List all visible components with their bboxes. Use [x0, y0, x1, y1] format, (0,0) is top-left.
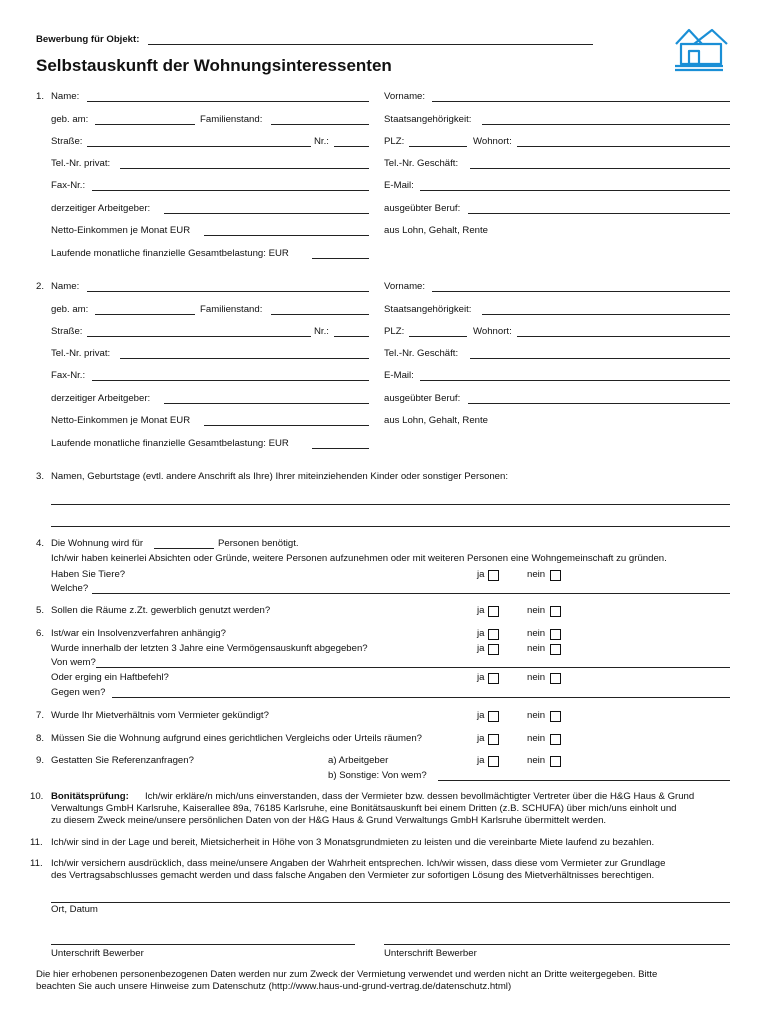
email-label-1: E-Mail: [384, 180, 414, 191]
nein-label: nein [527, 710, 546, 721]
beruf-field-1[interactable] [468, 213, 730, 214]
footer-line-1: Die hier erhobenen personenbezogenen Daten werden nur zum Zweck der Vermietung verwendet und werden nicht an Dritte weitergegeben. Bitte [36, 969, 658, 980]
vermoegen-question: Wurde innerhalb der letzten 3 Jahre eine Vermögensauskunft abgegeben? [51, 643, 368, 654]
vorname-label-1: Vorname: [384, 91, 426, 102]
page-title: Selbstauskunft der Wohnungsinteressenten [36, 56, 392, 75]
ja-label: ja [477, 628, 485, 639]
arbeitgeber-field-2[interactable] [164, 403, 369, 404]
tiere-question: Haben Sie Tiere? [51, 569, 126, 580]
name-label-1: Name: [51, 91, 80, 102]
name-label-2: Name: [51, 281, 80, 292]
referenz-sonstige-label: b) Sonstige: Von wem? [328, 770, 427, 781]
netto-label-1: Netto-Einkommen je Monat EUR [51, 225, 191, 236]
haftbefehl-nein-checkbox[interactable] [550, 673, 561, 684]
bonitaet-line-1: Ich/wir erkläre/n mich/uns einverstanden, dass der Vermieter bzw. dessen bevollmächtigter Vertreter über die H&G Haus & Grund [145, 791, 695, 802]
strasse-label-2: Straße: [51, 326, 83, 337]
geb-label-1: geb. am: [51, 114, 89, 125]
tel-geschaeft-label-2: Tel.-Nr. Geschäft: [384, 348, 459, 359]
gekuendigt-ja-checkbox[interactable] [488, 711, 499, 722]
section-3-text: Namen, Geburtstage (evtl. andere Anschrift als Ihre) Ihrer miteinziehenden Kinder oder sonstiger Personen: [51, 471, 509, 482]
welche-label: Welche? [51, 583, 89, 594]
plz-field-1[interactable] [409, 146, 467, 147]
insolvenz-nein-checkbox[interactable] [550, 629, 561, 640]
wohnort-field-1[interactable] [517, 146, 730, 147]
section-7-text: Wurde Ihr Mietverhältnis vom Vermieter gekündigt? [51, 710, 269, 721]
strasse-field-1[interactable] [87, 146, 311, 147]
fax-field-1[interactable] [92, 190, 369, 191]
raeumung-nein-checkbox[interactable] [550, 734, 561, 745]
tel-privat-field-1[interactable] [120, 168, 369, 169]
section-5-text: Sollen die Räume z.Zt. gewerblich genutzt werden? [51, 605, 271, 616]
referenz-arbeitgeber-label: a) Arbeitgeber [328, 755, 389, 766]
nein-label: nein [527, 733, 546, 744]
wohnort-field-2[interactable] [517, 336, 730, 337]
section-3-line-2[interactable] [51, 526, 730, 527]
nr-field-2[interactable] [334, 336, 369, 337]
section-number-3: 3. [36, 471, 45, 482]
strasse-label-1: Straße: [51, 136, 83, 147]
section-number-8: 8. [36, 733, 45, 744]
insolvenz-ja-checkbox[interactable] [488, 629, 499, 640]
section-number-5: 5. [36, 605, 45, 616]
nein-label: nein [527, 672, 546, 683]
netto-label-2: Netto-Einkommen je Monat EUR [51, 415, 191, 426]
tel-privat-field-2[interactable] [120, 358, 369, 359]
signature-label-1: Unterschrift Bewerber [51, 948, 144, 959]
ja-label: ja [477, 733, 485, 744]
name-field-1[interactable] [87, 101, 369, 102]
gegen-wen-field[interactable] [112, 697, 730, 698]
staat-field-2[interactable] [482, 314, 730, 315]
footer-line-2: beachten Sie auch unsere Hinweise zum Datenschutz (http://www.haus-und-grund-vertrag.de/datenschutz.html) [36, 981, 512, 992]
bonitaet-heading: Bonitätsprüfung: [51, 791, 129, 802]
plz-field-2[interactable] [409, 336, 467, 337]
section-3-line-1[interactable] [51, 504, 730, 505]
nein-label: nein [527, 628, 546, 639]
nein-label: nein [527, 605, 546, 616]
haftbefehl-question: Oder erging ein Haftbefehl? [51, 672, 169, 683]
nein-label: nein [527, 569, 546, 580]
wohnort-label-2: Wohnort: [473, 326, 512, 337]
section-number-6: 6. [36, 628, 45, 639]
beruf-label-1: ausgeübter Beruf: [384, 203, 461, 214]
vermoegen-ja-checkbox[interactable] [488, 644, 499, 655]
staat-label-1: Staatsangehörigkeit: [384, 114, 472, 125]
section-9-text: Gestatten Sie Referenzanfragen? [51, 755, 194, 766]
plz-label-1: PLZ: [384, 136, 405, 147]
ort-datum-line[interactable] [51, 902, 730, 903]
geb-field-2[interactable] [95, 314, 195, 315]
gewerblich-ja-checkbox[interactable] [488, 606, 499, 617]
welche-field[interactable] [92, 593, 730, 594]
familienstand-field-1[interactable] [271, 124, 369, 125]
section-number-11b: 11. [30, 858, 43, 869]
section-4-text-a: Die Wohnung wird für [51, 538, 144, 549]
lohn-label-1: aus Lohn, Gehalt, Rente [384, 225, 489, 236]
tel-geschaeft-field-2[interactable] [470, 358, 730, 359]
arbeitgeber-field-1[interactable] [164, 213, 369, 214]
tiere-nein-checkbox[interactable] [550, 570, 561, 581]
signature-line-2[interactable] [384, 944, 730, 945]
objekt-label: Bewerbung für Objekt: [36, 34, 140, 45]
tel-privat-label-2: Tel.-Nr. privat: [51, 348, 111, 359]
email-field-2[interactable] [420, 380, 730, 381]
ja-label: ja [477, 643, 485, 654]
section-number-4: 4. [36, 538, 45, 549]
versicherung-line-1: Ich/wir versichern ausdrücklich, dass meine/unsere Angaben der Wahrheit entsprechen. Ich/wir wissen, dass diese vom Vermieter zur Grundlage [51, 858, 666, 869]
familienstand-field-2[interactable] [271, 314, 369, 315]
gewerblich-nein-checkbox[interactable] [550, 606, 561, 617]
fax-field-2[interactable] [92, 380, 369, 381]
geb-label-2: geb. am: [51, 304, 89, 315]
belastung-label-1: Laufende monatliche finanzielle Gesamtbelastung: EUR [51, 248, 289, 259]
section-number-9: 9. [36, 755, 45, 766]
raeumung-ja-checkbox[interactable] [488, 734, 499, 745]
tel-geschaeft-field-1[interactable] [470, 168, 730, 169]
objekt-input-line[interactable] [148, 44, 593, 45]
staat-field-1[interactable] [482, 124, 730, 125]
nein-label: nein [527, 643, 546, 654]
section-number-7: 7. [36, 710, 45, 721]
von-wem-label: Von wem? [51, 657, 96, 668]
gekuendigt-nein-checkbox[interactable] [550, 711, 561, 722]
von-wem-field[interactable] [96, 667, 730, 668]
nr-label-1: Nr.: [314, 136, 329, 147]
section-number-11a: 11. [30, 837, 43, 848]
section-6-text: Ist/war ein Insolvenzverfahren anhängig? [51, 628, 226, 639]
plz-label-2: PLZ: [384, 326, 405, 337]
geb-field-1[interactable] [95, 124, 195, 125]
netto-field-2[interactable] [204, 425, 369, 426]
referenz-nein-checkbox[interactable] [550, 756, 561, 767]
netto-field-1[interactable] [204, 235, 369, 236]
signature-line-1[interactable] [51, 944, 355, 945]
lohn-label-2: aus Lohn, Gehalt, Rente [384, 415, 489, 426]
staat-label-2: Staatsangehörigkeit: [384, 304, 472, 315]
beruf-label-2: ausgeübter Beruf: [384, 393, 461, 404]
section-number-2: 2. [36, 281, 45, 292]
email-field-1[interactable] [420, 190, 730, 191]
wohnort-label-1: Wohnort: [473, 136, 512, 147]
section-4-text-b: Personen benötigt. [218, 538, 299, 549]
vorname-field-1[interactable] [432, 101, 730, 102]
vermoegen-nein-checkbox[interactable] [550, 644, 561, 655]
house-logo-icon [672, 24, 732, 76]
ja-label: ja [477, 672, 485, 683]
versicherung-line-2: des Vertragsabschlusses gemacht werden und dass falsche Angaben den Vermieter zur sofortigen Lösung des Mietverhältnisses berechtigen. [51, 870, 655, 881]
nr-label-2: Nr.: [314, 326, 329, 337]
bonitaet-line-2: Verwaltungs GmbH Karlsruhe, Kaiserallee 89a, 76185 Karlsruhe, eine Bonitätsauskunft bei einem Dritten (z.B. SCHUFA) über mich/uns einholt und [51, 803, 677, 814]
vorname-label-2: Vorname: [384, 281, 426, 292]
strasse-field-2[interactable] [87, 336, 311, 337]
ja-label: ja [477, 605, 485, 616]
belastung-field-1[interactable] [312, 258, 369, 259]
familienstand-label-2: Familienstand: [200, 304, 263, 315]
ja-label: ja [477, 710, 485, 721]
fax-label-1: Fax-Nr.: [51, 180, 86, 191]
belastung-label-2: Laufende monatliche finanzielle Gesamtbelastung: EUR [51, 438, 289, 449]
email-label-2: E-Mail: [384, 370, 414, 381]
tiere-ja-checkbox[interactable] [488, 570, 499, 581]
nein-label: nein [527, 755, 546, 766]
section-number-1: 1. [36, 91, 45, 102]
arbeitgeber-label-2: derzeitiger Arbeitgeber: [51, 393, 151, 404]
fax-label-2: Fax-Nr.: [51, 370, 86, 381]
belastung-field-2[interactable] [312, 448, 369, 449]
vorname-field-2[interactable] [432, 291, 730, 292]
mietsicherheit-text: Ich/wir sind in der Lage und bereit, Mietsicherheit in Höhe von 3 Monatsgrundmieten zu leisten und die vereinbarte Miete laufend zu bezahlen. [51, 837, 655, 848]
familienstand-label-1: Familienstand: [200, 114, 263, 125]
section-4-intent: Ich/wir haben keinerlei Absichten oder Gründe, weitere Personen aufzunehmen oder mit weiteren Personen eine Wohngemeinschaft zu gründen. [51, 553, 667, 564]
ja-label: ja [477, 569, 485, 580]
tel-geschaeft-label-1: Tel.-Nr. Geschäft: [384, 158, 459, 169]
referenz-ja-checkbox[interactable] [488, 756, 499, 767]
name-field-2[interactable] [87, 291, 369, 292]
bonitaet-line-3: zu diesem Zweck meine/unsere persönlichen Daten von der H&G Haus & Grund Verwaltungs GmbH Karlsruhe übermittelt werden. [51, 815, 607, 826]
section-8-text: Müssen Sie die Wohnung aufgrund eines gerichtlichen Vergleichs oder Urteils räumen? [51, 733, 422, 744]
haftbefehl-ja-checkbox[interactable] [488, 673, 499, 684]
ort-datum-label: Ort, Datum [51, 904, 98, 915]
nr-field-1[interactable] [334, 146, 369, 147]
referenz-sonstige-field[interactable] [438, 780, 730, 781]
beruf-field-2[interactable] [468, 403, 730, 404]
ja-label: ja [477, 755, 485, 766]
tel-privat-label-1: Tel.-Nr. privat: [51, 158, 111, 169]
signature-label-2: Unterschrift Bewerber [384, 948, 477, 959]
section-number-10: 10. [30, 791, 44, 802]
persons-count-field[interactable] [154, 548, 214, 549]
arbeitgeber-label-1: derzeitiger Arbeitgeber: [51, 203, 151, 214]
gegen-wen-label: Gegen wen? [51, 687, 106, 698]
